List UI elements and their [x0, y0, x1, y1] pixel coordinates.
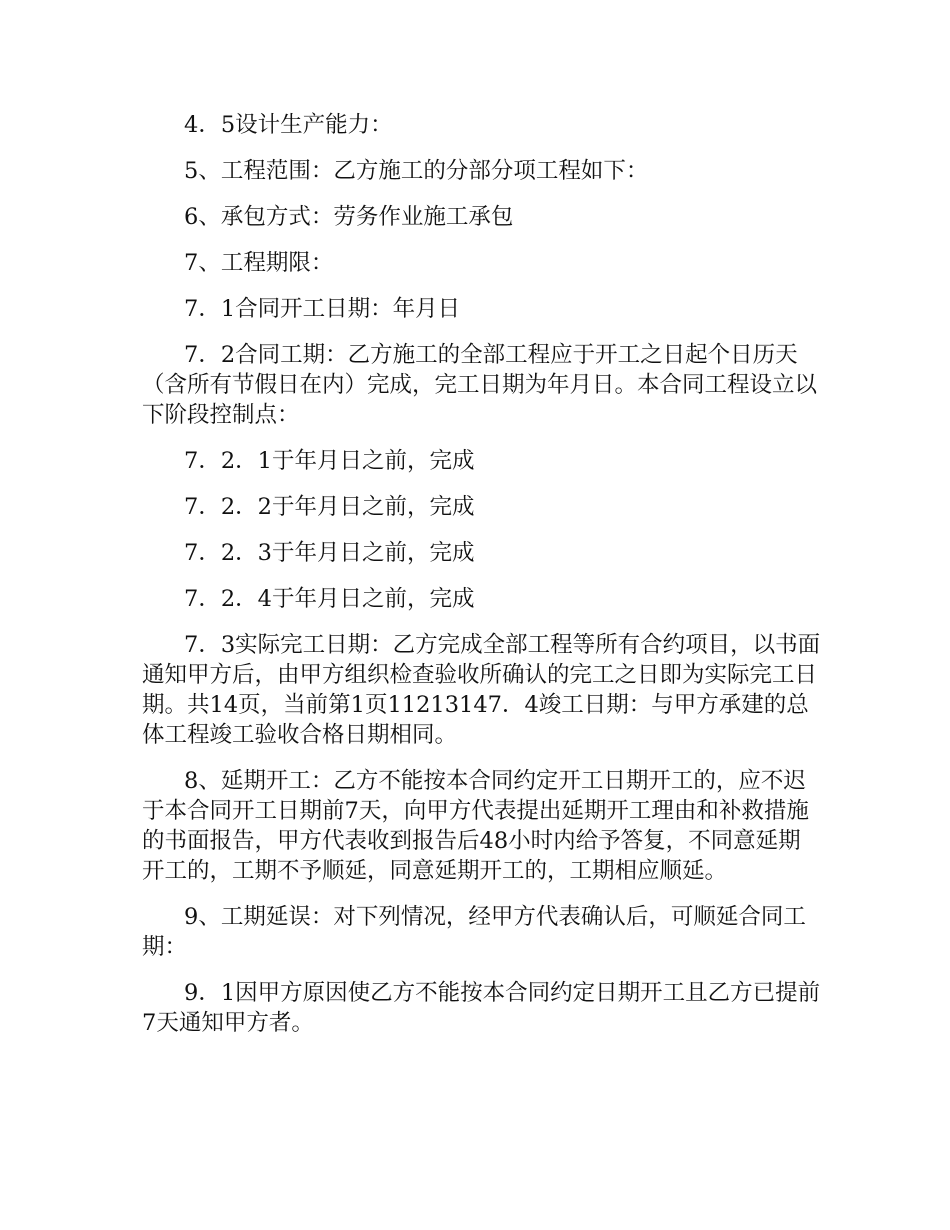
- paragraph-7-3: 7．3实际完工日期：乙方完成全部工程等所有合约项目，以书面通知甲方后，由甲方组织检查验收所确认的完工之日即为实际完工日期。共14页，当前第1页11213147．4竣工日期：与甲方承建的总体工程竣工验收合格日期相同。: [142, 632, 821, 748]
- paragraph-4-5: 4．5设计生产能力：: [184, 112, 393, 138]
- paragraph-7-1: 7．1合同开工日期：年月日: [184, 296, 461, 322]
- paragraph-9-1: 9．1因甲方原因使乙方不能按本合同约定日期开工且乙方已提前7天通知甲方者。: [142, 980, 821, 1036]
- paragraph-5: 5、工程范围：乙方施工的分部分项工程如下：: [184, 158, 649, 184]
- paragraph-7-2-3: 7．2．3于年月日之前，完成: [184, 540, 475, 566]
- paragraph-6: 6、承包方式：劳务作业施工承包: [184, 204, 514, 230]
- paragraph-9: 9、工期延误：对下列情况，经甲方代表确认后，可顺延合同工期：: [142, 904, 806, 960]
- paragraph-7-2-2: 7．2．2于年月日之前，完成: [184, 494, 475, 520]
- paragraph-7: 7、工程期限：: [184, 250, 334, 276]
- document-body: [142, 110, 822, 1054]
- paragraph-7-2: 7．2合同工期：乙方施工的全部工程应于开工之日起个日历天（含所有节假日在内）完成，完工日期为年月日。本合同工程设立以下阶段控制点：: [142, 342, 818, 428]
- paragraph-7-2-1: 7．2．1于年月日之前，完成: [184, 448, 475, 474]
- paragraph-8: 8、延期开工：乙方不能按本合同约定开工日期开工的，应不迟于本合同开工日期前7天，向甲方代表提出延期开工理由和补救措施的书面报告，甲方代表收到报告后48小时内给予答复，不同意延期开工的，工期不予顺延，同意延期开工的，工期相应顺延。: [142, 768, 809, 884]
- paragraph-7-2-4: 7．2．4于年月日之前，完成: [184, 586, 475, 612]
